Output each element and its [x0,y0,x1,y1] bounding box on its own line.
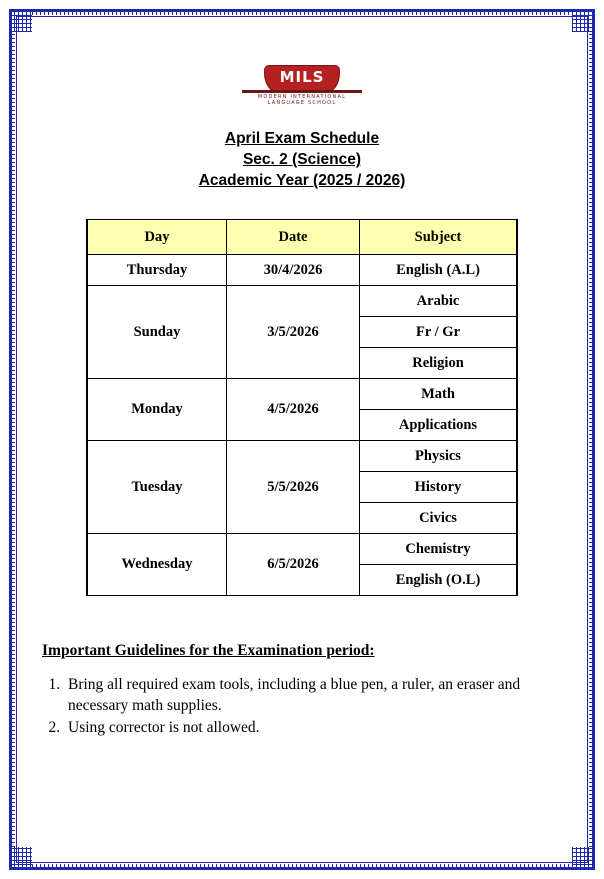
column-header-day: Day [87,220,227,255]
cell-subject: Fr / Gr [360,317,518,348]
document-content [30,30,574,849]
logo-subtext: MODERN INTERNATIONAL LANGUAGE SCHOOL [257,94,347,106]
title-line-1: April Exam Schedule [224,130,380,147]
table-row [87,255,517,286]
cell-subject: Religion [360,348,518,379]
table-row [87,441,517,472]
cell-day: Sunday [87,286,227,379]
border-corner-bottom-left [10,847,32,869]
column-header-date: Date [227,220,360,255]
border-edge-bottom [32,864,572,869]
list-item: 1. Bring all required exam tools, including a blue pen, a ruler, an eraser and necessary math supplies. [64,674,574,716]
column-header-subject: Subject [360,220,518,255]
border-edge-top [32,10,572,15]
table-header-row [87,220,517,255]
cell-subject: English (O.L) [360,565,518,596]
title-line-2: Sec. 2 (Science) [242,151,362,168]
logo-bar [242,90,362,93]
border-corner-bottom-right [572,847,594,869]
title-line-3: Academic Year (2025 / 2026) [198,172,406,189]
guidelines-list [64,674,574,738]
cell-subject: Chemistry [360,534,518,565]
logo-shield-icon: MILS [264,65,340,93]
table-row [87,379,517,410]
list-item: 2. Using corrector is not allowed. [64,717,574,738]
border-edge-right [589,32,594,847]
border-corner-top-right [572,10,594,32]
cell-subject: Physics [360,441,518,472]
table-body [87,255,517,596]
cell-subject: Civics [360,503,518,534]
table-head [87,220,517,255]
border-corner-top-left [10,10,32,32]
guidelines-title: Important Guidelines for the Examination period: [42,642,375,659]
cell-day: Monday [87,379,227,441]
cell-date: 6/5/2026 [227,534,360,596]
cell-subject: History [360,472,518,503]
cell-subject: Applications [360,410,518,441]
cell-subject: Arabic [360,286,518,317]
exam-schedule-table [86,219,518,596]
cell-subject: Math [360,379,518,410]
cell-date: 4/5/2026 [227,379,360,441]
cell-day: Thursday [87,255,227,286]
cell-date: 5/5/2026 [227,441,360,534]
cell-date: 30/4/2026 [227,255,360,286]
logo-mark [242,65,362,107]
cell-subject: English (A.L) [360,255,518,286]
cell-day: Tuesday [87,441,227,534]
school-logo [30,65,574,112]
border-edge-left [10,32,15,847]
cell-day: Wednesday [87,534,227,596]
table-row [87,534,517,565]
page-title [30,128,574,191]
cell-date: 3/5/2026 [227,286,360,379]
table-row [87,286,517,317]
